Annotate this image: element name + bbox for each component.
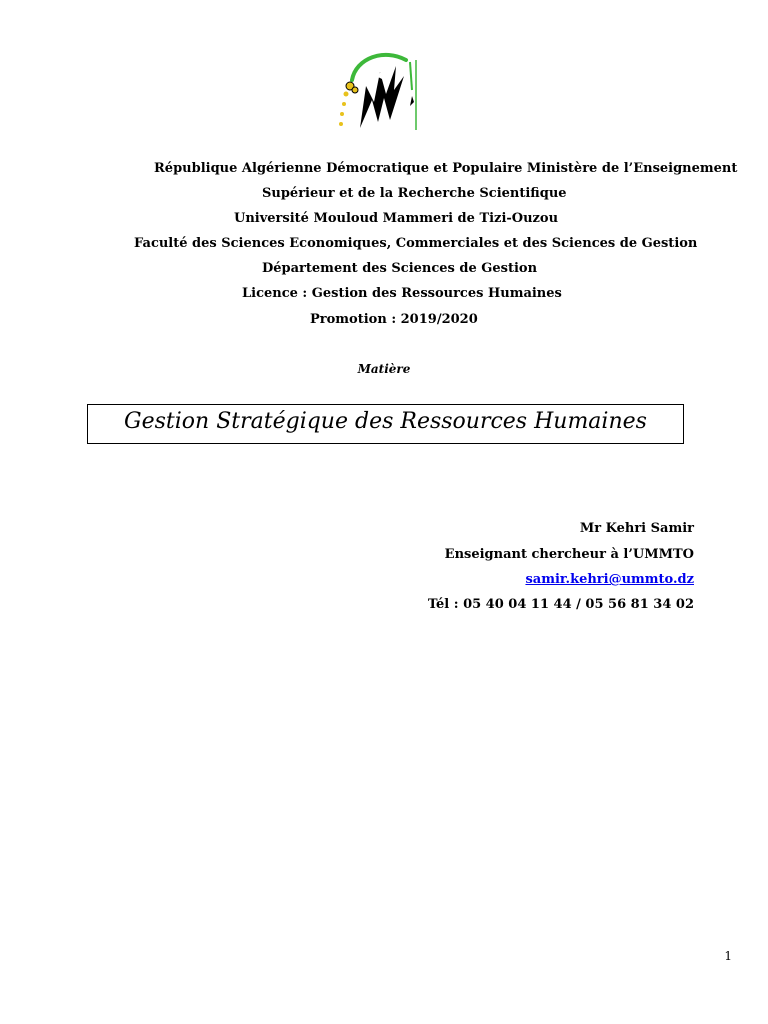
author-phone: Tél : 05 40 04 11 44 / 05 56 81 34 02: [427, 597, 694, 612]
subject-title-box: [87, 404, 684, 444]
page-number: 1: [724, 949, 732, 963]
subject-label: Matière: [357, 362, 411, 376]
university-logo: [334, 50, 418, 132]
header-line-promotion: Promotion : 2019/2020: [310, 312, 478, 327]
header-line-licence: Licence : Gestion des Ressources Humaines: [242, 286, 562, 301]
author-email-link[interactable]: samir.kehri@ummto.dz: [525, 572, 694, 587]
header-line-department: Département des Sciences de Gestion: [262, 261, 538, 276]
header-line-university: Université Mouloud Mammeri de Tizi-Ouzou: [234, 211, 559, 226]
author-name: Mr Kehri Samir: [579, 521, 694, 536]
header-line-republic: République Algérienne Démocratique et Populaire Ministère de l’Enseignement: [154, 161, 738, 176]
author-role: Enseignant chercheur à l’UMMTO: [444, 547, 694, 562]
header-line-faculty: Faculté des Sciences Economiques, Commerciales et des Sciences de Gestion: [134, 236, 698, 251]
author-email-line: [525, 572, 694, 588]
subject-title: Gestion Stratégique des Ressources Humaines: [124, 409, 647, 434]
header-line-ministry: Supérieur et de la Recherche Scientifique: [262, 186, 567, 201]
